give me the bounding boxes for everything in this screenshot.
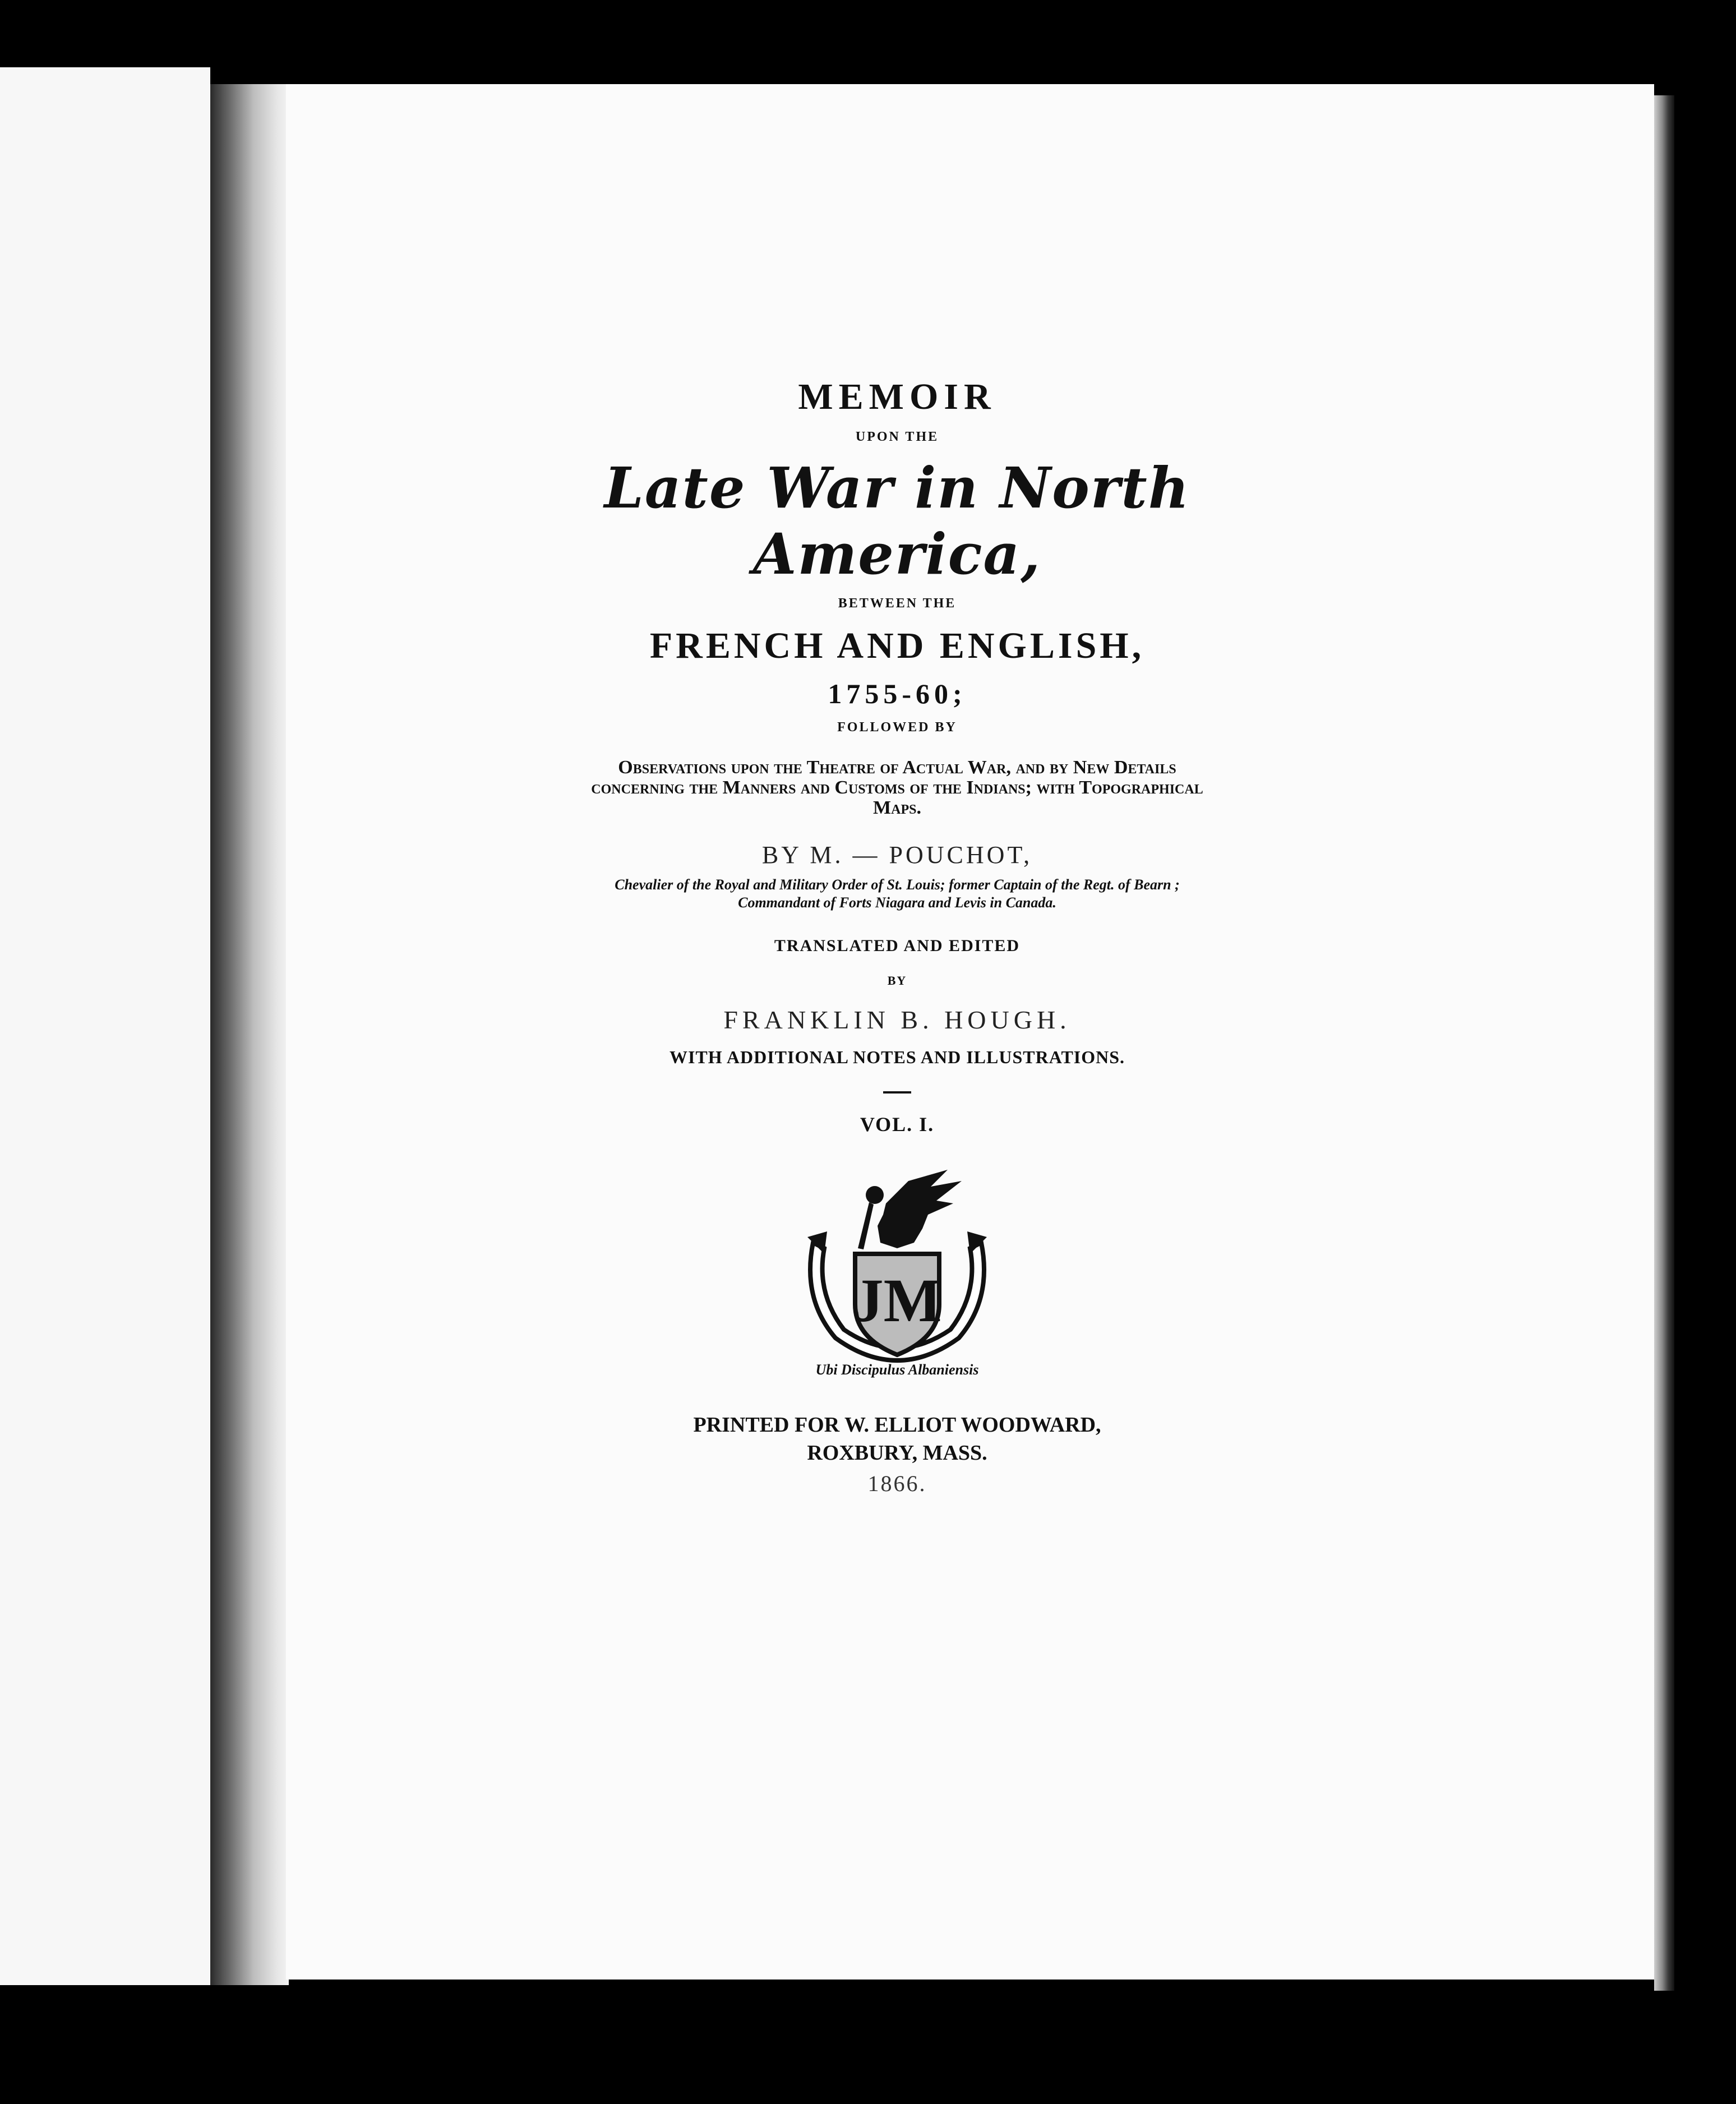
emblem-motto: Ubi Discipulus Albaniensis <box>815 1362 979 1378</box>
griffin-crest-icon <box>858 1170 962 1249</box>
title-page-content <box>561 364 1234 1497</box>
divider-rule <box>883 1091 911 1093</box>
page-edge <box>1654 95 1674 1991</box>
upon-the-text: UPON THE <box>855 430 939 444</box>
translated-edited-text: TRANSLATED AND EDITED <box>774 936 1021 955</box>
left-facing-page <box>0 67 210 1985</box>
observations-paragraph: Observations upon the Theatre of Actual War, and by New Details concerning the Manners and Customs of the Indians; with Topographical Maps. <box>591 757 1203 818</box>
publication-year: 1866. <box>867 1471 927 1496</box>
author-line: BY M. — POUCHOT, <box>761 841 1033 869</box>
printer-emblem-icon <box>802 1170 992 1383</box>
printed-for-text: PRINTED FOR W. ELLIOT WOODWARD, <box>693 1413 1101 1437</box>
by-text: BY <box>887 973 907 988</box>
french-and-english-heading: FRENCH AND ENGLISH, <box>649 625 1145 666</box>
emblem-monogram: JM <box>852 1266 942 1335</box>
book-gutter <box>210 84 289 1985</box>
editor-name: FRANKLIN B. HOUGH. <box>723 1005 1071 1034</box>
memoir-heading: MEMOIR <box>798 376 996 417</box>
between-the-text: BETWEEN THE <box>838 596 957 611</box>
author-description: Chevalier of the Royal and Military Order of St. Louis; former Captain of the Regt. of Bearn ; Commandant of Forts Niagara and Levis in Canada. <box>615 876 1180 911</box>
main-title: Late War in North America, <box>604 455 1190 587</box>
place-text: ROXBURY, MASS. <box>807 1441 987 1465</box>
additional-notes-text: WITH ADDITIONAL NOTES AND ILLUSTRATIONS. <box>669 1047 1125 1067</box>
volume-label: VOL. I. <box>860 1113 935 1136</box>
followed-by-text: FOLLOWED BY <box>837 720 957 735</box>
years-text: 1755-60; <box>828 678 967 709</box>
